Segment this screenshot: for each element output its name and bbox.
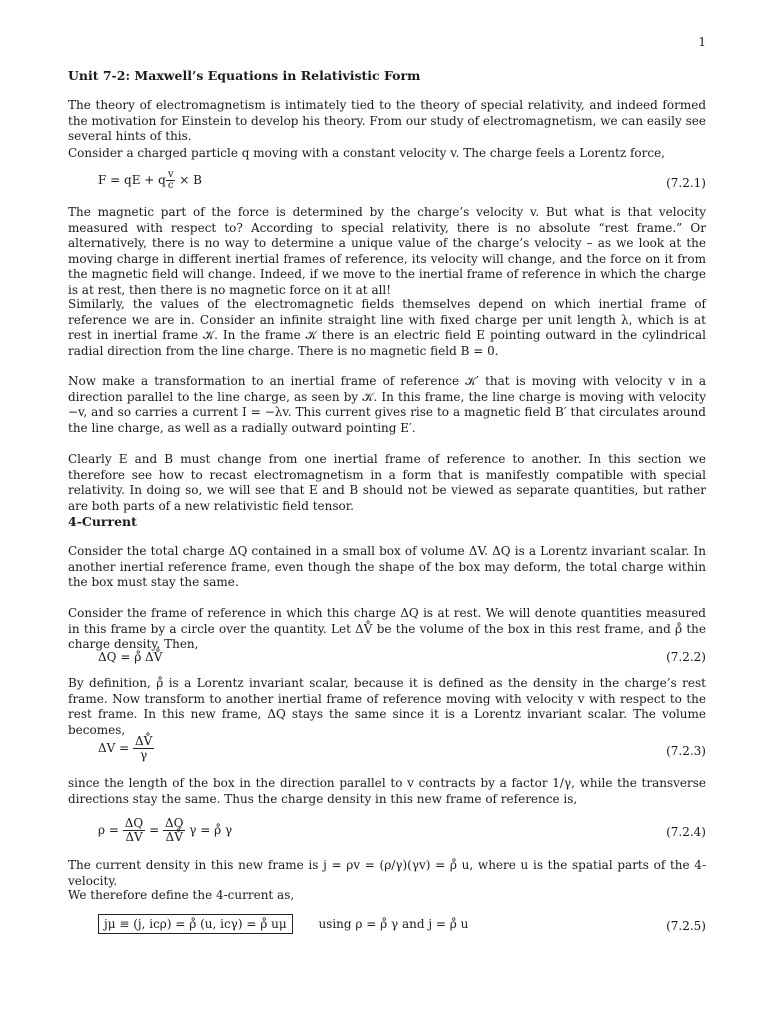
- equation-number: (7.2.2): [666, 650, 706, 664]
- paragraph-rest-frame: Consider the frame of reference in which this charge ΔQ is at rest. We will denote quantities measured in this frame by a circle over the quantity. Let ΔV̊ be the volume of the box in this rest frame, and ρ̊ the charge density. Then,: [68, 606, 706, 651]
- eq1-frac-num: v: [167, 169, 174, 180]
- eq3-frac-den: γ: [140, 748, 148, 762]
- eq1-rhs: × B: [175, 173, 202, 187]
- eq5-note: using ρ = ρ̊ γ and j = ρ̊ u: [318, 917, 469, 931]
- equation-number: (7.2.3): [666, 744, 706, 758]
- paragraph-define-4-current: We therefore define the 4-current as,: [68, 888, 295, 902]
- paragraph-length-contraction: since the length of the box in the direction parallel to v contracts by a factor 1/γ, while the transverse directions stay the same. Thus the charge density in this new frame of reference is,: [68, 776, 706, 806]
- eq3-lhs: ΔV =: [98, 741, 134, 755]
- page-number: 1: [698, 35, 706, 49]
- eq3-frac-num: ΔV̊: [135, 734, 153, 748]
- eq4-f1-den: ΔV: [125, 830, 143, 844]
- eq4-equals: =: [145, 823, 163, 837]
- equation-number: (7.2.1): [666, 176, 706, 190]
- eq4-f1-num: ΔQ: [124, 816, 144, 830]
- eq4-f2-num: ΔQ: [164, 816, 184, 830]
- equation-number: (7.2.4): [666, 825, 706, 839]
- eq4-fraction-2: [163, 817, 186, 844]
- paragraph-total-charge: Consider the total charge ΔQ contained in a small box of volume ΔV. ΔQ is a Lorentz invariant scalar. In another inertial reference frame, even though the shape of the box may deform, the total charge within the box must stay the same.: [68, 544, 706, 589]
- paragraph-current-density: The current density in this new frame is j = ρv = (ρ/γ)(γv) = ρ̊ u, where u is the spatial parts of the 4-velocity.: [68, 858, 706, 888]
- eq4-rhs: γ = ρ̊ γ: [185, 823, 233, 837]
- equation-7-2-1: [98, 170, 202, 191]
- eq4-f2-den: ΔV̊: [165, 830, 183, 844]
- paragraph-magnetic-force: The magnetic part of the force is determined by the charge’s velocity v. But what is that velocity measured with respect to? According to special relativity, there is no absolute “rest frame.” Or alternatively, there is no way to determine a unique value of the charge’s velocity – as we look at the moving charge in different inertial frames of reference, its velocity will change, and the force on it from the magnetic field will change. Indeed, if we move to the inertial frame of reference in which the charge is at rest, then there is no magnetic force on it at all!: [68, 205, 706, 297]
- paragraph-lorentz-scalar: By definition, ρ̊ is a Lorentz invariant scalar, because it is defined as the density in the charge’s rest frame. Now transform to another inertial frame of reference moving with velocity v with respect to the rest frame. In this new frame, ΔQ stays the same since it is a Lorentz invariant scalar. The volume becomes,: [68, 676, 706, 737]
- equation-7-2-3: [98, 735, 154, 762]
- paragraph-intro: The theory of electromagnetism is intimately tied to the theory of special relativity, and indeed formed the motivation for Einstein to develop his theory. From our study of electromagnetism, we can easily see several hints of this.: [68, 98, 706, 143]
- equation-7-2-2: ΔQ = ρ̊ ΔV̊: [98, 650, 163, 664]
- eq3-fraction: [133, 735, 154, 762]
- paragraph-line-charge: Similarly, the values of the electromagnetic fields themselves depend on which inertial frame of reference we are in. Consider an infinite straight line with fixed charge per unit length λ, which is at rest in inertial frame 𝒦. In the frame 𝒦 there is an electric field E pointing outward in the cylindrical radial direction from the line charge. There is no magnetic field B = 0.: [68, 297, 706, 358]
- page-title: Unit 7-2: Maxwell’s Equations in Relativistic Form: [68, 68, 421, 83]
- equation-7-2-5: [98, 917, 468, 931]
- eq1-frac-den: c: [167, 180, 174, 191]
- boxed-4-current-definition: jμ ≡ (j, icρ) = ρ̊ (u, icγ) = ρ̊ uμ: [98, 914, 293, 934]
- paragraph-transformation: Now make a transformation to an inertial frame of reference 𝒦′ that is moving with velocity v in a direction parallel to the line charge, as seen by 𝒦. In this frame, the line charge is moving with velocity −v, and so carries a current I = −λv. This current gives rise to a magnetic field B′ that circulates around the line charge, as well as a radially outward pointing E′.: [68, 374, 706, 435]
- section-heading: 4-Current: [68, 514, 137, 529]
- eq1-lhs: F = qE + q: [98, 173, 166, 187]
- paragraph-field-tensor: Clearly E and B must change from one inertial frame of reference to another. In this section we therefore see how to recast electromagnetism in a form that is manifestly compatible with special relativity. In doing so, we will see that E and B should not be viewed as separate quantities, but rather are both parts of a new relativistic field tensor.: [68, 452, 706, 513]
- eq4-lhs: ρ =: [98, 823, 123, 837]
- equation-number: (7.2.5): [666, 919, 706, 933]
- paragraph-lorentz: Consider a charged particle q moving with a constant velocity v. The charge feels a Lorentz force,: [68, 146, 665, 160]
- equation-7-2-4: [98, 817, 232, 844]
- eq4-fraction-1: [123, 817, 146, 844]
